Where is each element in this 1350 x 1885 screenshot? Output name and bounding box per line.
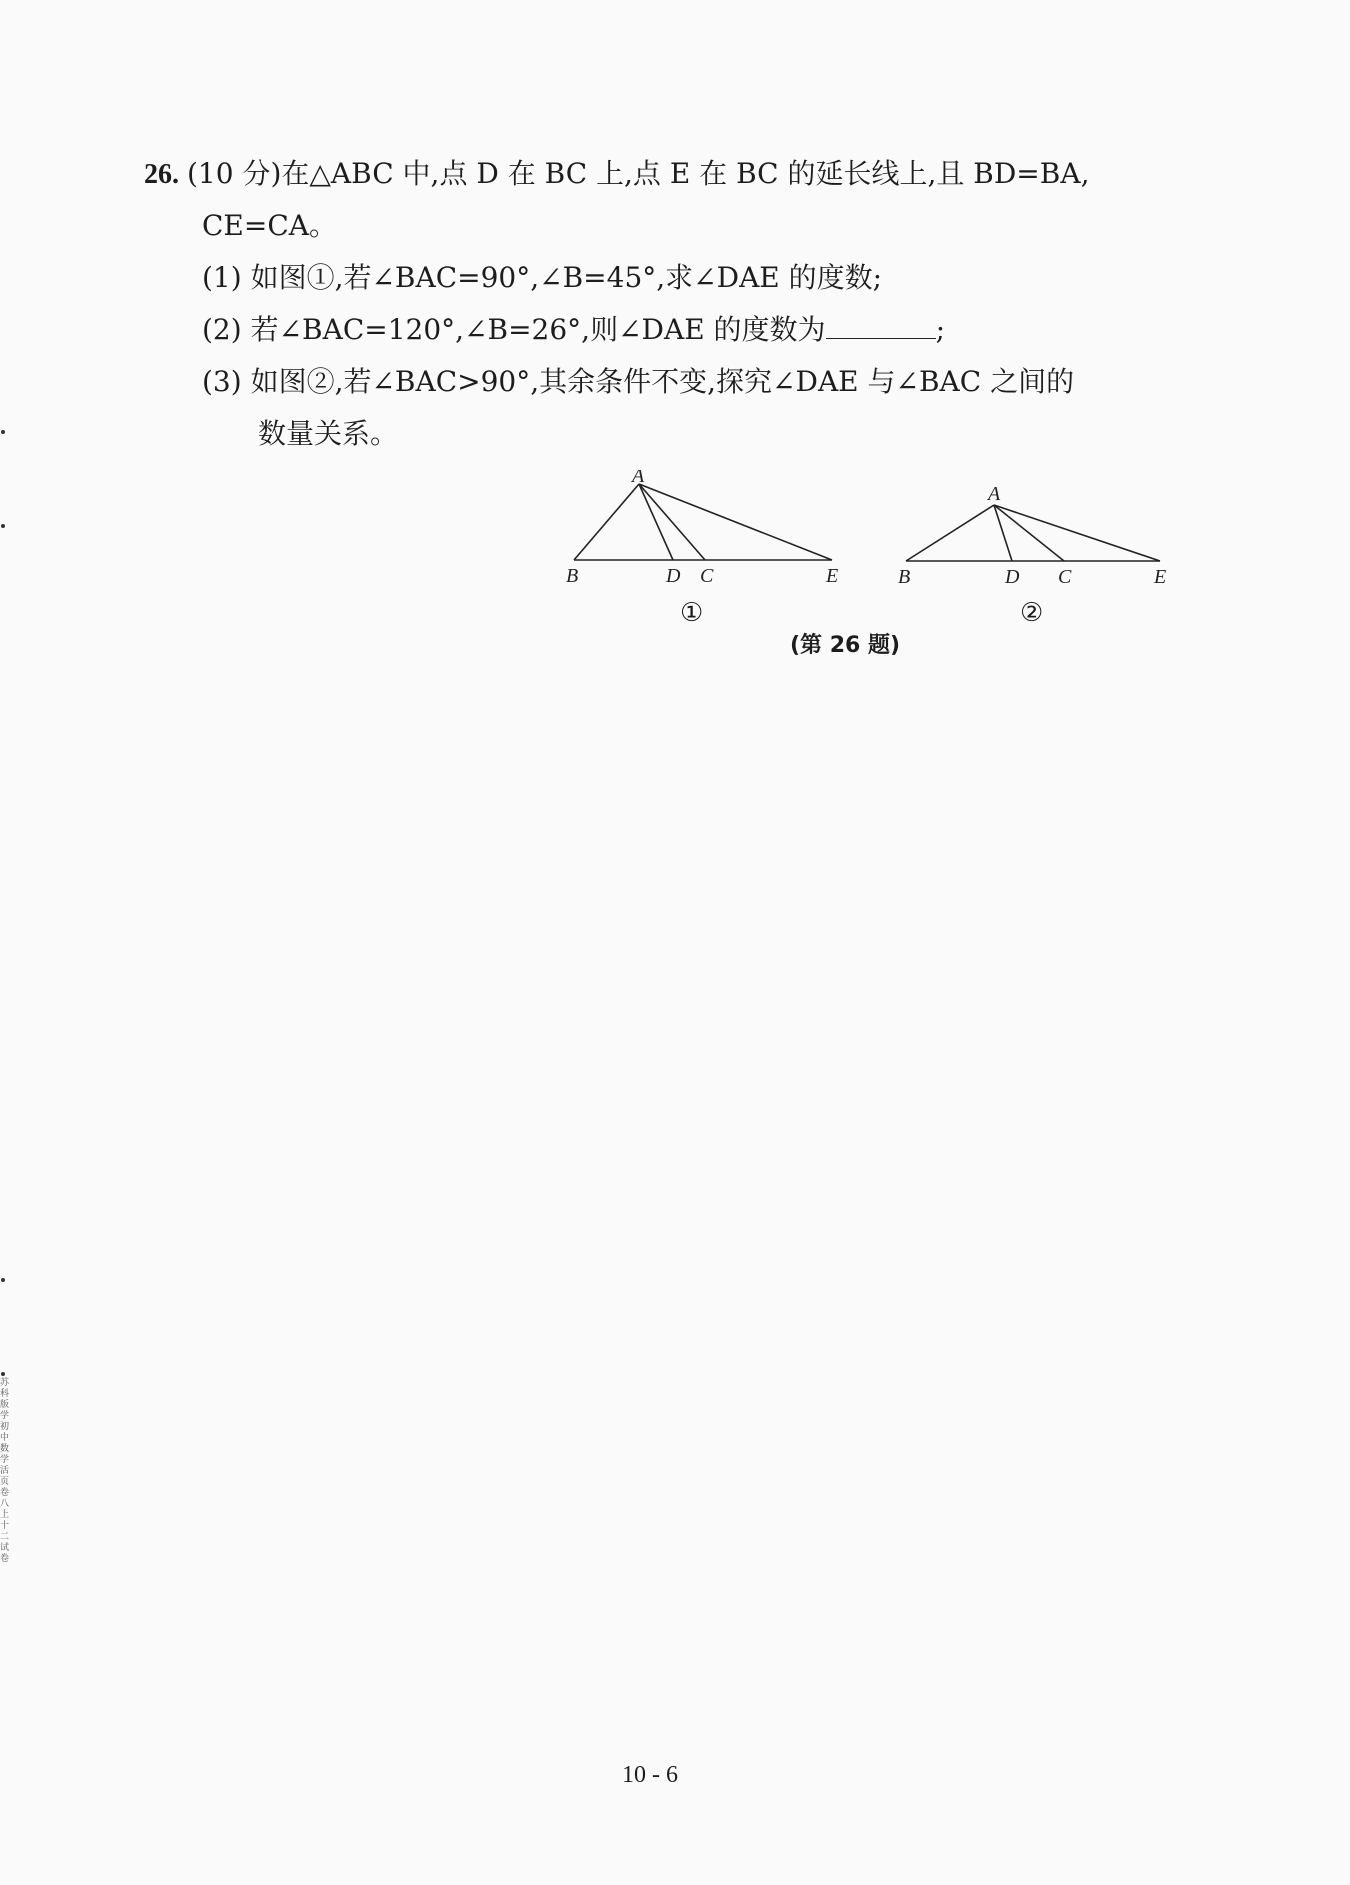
question-part-1: (1) 如图①,若∠BAC=90°,∠B=45°,求∠DAE 的度数; xyxy=(202,261,883,294)
margin-dot xyxy=(1,1372,5,1376)
line-ac xyxy=(994,505,1064,561)
point-b-label: B xyxy=(566,565,579,587)
point-a-label: A xyxy=(632,470,645,487)
question-line-2: CE=CA。 xyxy=(202,209,337,242)
margin-dot xyxy=(1,430,5,434)
margin-dot xyxy=(1,1278,5,1282)
question-part-2 xyxy=(202,304,945,356)
margin-dot xyxy=(1,524,5,528)
question-number: 26. xyxy=(144,159,179,190)
point-d-label: D xyxy=(666,565,681,587)
binding-side-text: 苏科版学初中数学活页卷 八上 十二试卷 xyxy=(0,1378,10,1564)
point-c-label: C xyxy=(700,565,714,587)
question-stem: (10 分)在△ABC 中,点 D 在 BC 上,点 E 在 BC 的延长线上,且 BD=BA, xyxy=(187,157,1090,190)
figure-2 xyxy=(898,480,1178,594)
figure-1 xyxy=(560,470,850,594)
answer-blank[interactable] xyxy=(826,312,936,339)
line-ab xyxy=(906,505,994,561)
point-b-label: B xyxy=(898,566,911,588)
point-e-label: E xyxy=(1154,566,1167,588)
point-c-label: C xyxy=(1058,566,1072,588)
question-line-1 xyxy=(144,148,1089,201)
line-ae xyxy=(994,505,1160,561)
point-a-label: A xyxy=(988,483,1001,505)
page-number: 10 - 6 xyxy=(622,1762,678,1788)
question-part-3: (3) 如图②,若∠BAC>90°,其余条件不变,探究∠DAE 与∠BAC 之间的 xyxy=(202,365,1075,398)
part-2-end: ; xyxy=(935,313,945,346)
line-ad xyxy=(994,505,1012,561)
question-part-3-cont: 数量关系。 xyxy=(258,417,399,450)
point-d-label: D xyxy=(1005,566,1020,588)
point-e-label: E xyxy=(826,565,839,587)
figure-caption: (第 26 题) xyxy=(790,633,901,658)
figure-1-label: ① xyxy=(680,598,704,628)
figure-2-label: ② xyxy=(1020,598,1044,628)
line-ac xyxy=(639,484,705,560)
line-ab xyxy=(574,484,639,560)
part-2-text: (2) 若∠BAC=120°,∠B=26°,则∠DAE 的度数为 xyxy=(202,313,826,346)
